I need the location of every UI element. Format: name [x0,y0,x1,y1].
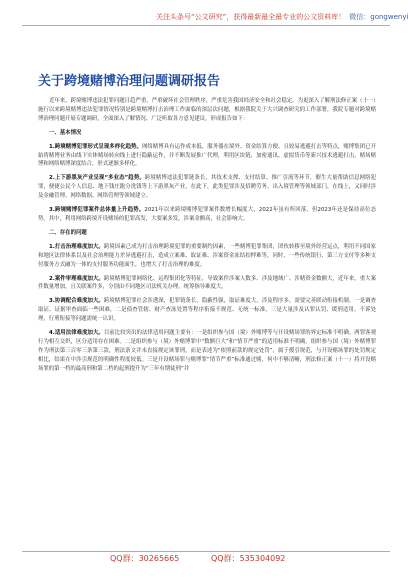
paragraph-text: 2021年以来跨境赌博犯罪案件数增长幅度大，2022年虽有所回落，但2023年还是保持高位态势。其中，利用网络跨境开设赌场的犯罪高发，大要案多发，涉案金额高，社会影响大。 [38,207,376,222]
paragraph-lead: 1.打击治理难度加大。 [49,243,104,250]
top-divider [22,25,390,26]
paragraph-lead: 1.跨境赌博犯罪形式呈现多样化趋势。 [49,143,142,150]
section-heading-1: 一、基本情况 [49,129,82,136]
footer-qq-group-2: QQ群：535304092 [211,554,286,563]
banner-promo: 关注头条号“公文研究”，获得最新最全最专业的公文资料库！ [156,13,346,21]
paragraph [38,329,376,374]
paragraph [38,243,376,270]
paragraph-text: 跨境赌博犯罪网络化、远程集团化等特征，导致案件涉案人数多、涉及地域广、涉赌资金数额大，近年来，重大案件数量增加，且关联案件多，分别由不同地区司法机关办理，统筹指导难度大。 [38,275,376,291]
bottom-divider [22,551,390,552]
paragraph [38,206,376,224]
paragraph-lead: 3.协调配合难度加大。 [49,298,104,305]
paragraph-text: 跨境赌博犯罪社会涉透深，犯罪链条长，隐蔽性强，取证难度大，涉及程序多，需要完善联动衔接机制。一是调查取证、证据审查面临一些困难，二是侦查管辖、财产查冻处置等程序衔接不规范、无统一标准，三是大量涉及认罪认罚、缓刑适用、不诉处理，行刑衔接等问题需统一认识。 [38,298,376,323]
document-body [38,97,376,374]
paragraph-lead: 2.案件审理难度加大。 [49,275,104,282]
paragraph-text: 跨境赌博违法犯罪链条长，其技术支撑、支付结算、推广引流等环节，催生大量帮助信息网络犯罪，便捷公民个人信息、地下钱庄跑分洗钱等上下游黑灰产业。在此下，此类犯罪涉及招聘劳务、出入境管理等领域部门，在线上，又同时涉及金融管理、网络数据、网络管理等领域建立。 [38,175,376,200]
banner-wechat: 微信：gongwenyi [349,13,408,21]
paragraph [38,143,376,170]
paragraph-lead: 4.适用法律难度加大。 [49,330,104,337]
paragraph-text: 网络赌博具有运作成本低、服务器在境外、资金结算方便、且较易逃避打击等特点，赌博集团已开始将赌博业务由线下实体赌场转向线上进行隐蔽运作，并不断发展推广代理，利用区块链、加密通讯、虚拟货币等新兴技术逃避打击，赌场赌博和网络赌博深度结合，形式逐渐多样化。 [38,143,376,168]
footer-qq-group-1: QQ群：30265665 [110,554,180,563]
paragraph-lead: 2.上下游黑灰产业呈现“多业态”趋势。 [49,175,145,182]
paragraph-text: 目前比较突出的法律适用问题主要有：一是组织参与国（境）外赌博等与开设赌场罪的界定标准不明确。两罪客观行为相互交织，区分适用存在困难。二是组织参与（境）外赌博罪中“数额巨大”和“情节严重”的适用标准不明确，组织参与国（境）外赌博罪作为刑法第三百零三条第三款，刑法条文并未直接规定该罪刑，而是表述为“依照前款的规定处罚”，属于援引规范，与开设赌场罪的处罚规定相比，结果在中涉引规范的明确性程度较低。三是开设赌场罪与赌博罪“情节严重”标准通过赌，何中不够清晰，刑法修正案（十一）将开设赌场罪的第一档的最高刑和第二档的起刑提升为“三年有期徒刑”并 [38,330,376,372]
paragraph [38,275,376,293]
banner-text [156,10,408,24]
paragraph [38,174,376,201]
section-heading-2: 二、存在的问题 [49,229,87,236]
paragraph [38,297,376,324]
top-banner [0,10,408,24]
paragraph-text: 跨境因素已成为打击治理跨境犯罪的重要制约因素，一些赌博犯罪集团，团伙转移至境外经营运点，利用不同国家和地区法律体系以及社会治理能力差异逃避打击，造成立案难、取证难、涉案资金冻结扣押难等，同时，一些传统银行、第三方支付等多种支付服务方式融为一体的支付服务功能面生，也增大了打击治理的难度。 [38,243,376,268]
intro-paragraph: 近年来，跨境赌博违法犯罪问题日趋严重，严重破坏社会管理秩序，严重危害我国经济安全和社会稳定。为更深入了解刑法修正案（十一）施行以来跨境赌博违法犯罪情况特别是跨境赌博打击治理工作面临的深层次问题，根据我院关于大兴调查研究的工作部署，我院专题对跨境赌博治理问题开展专题调研，全面深入了解情况、广泛听取各方意见建议，形成报告如下： [38,98,376,122]
document-title: 关于跨境赌博治理问题调研报告 [38,74,221,89]
paragraph-lead: 3.跨境赌博犯罪案件总体量上升趋势。 [49,207,145,214]
footer [0,553,408,567]
